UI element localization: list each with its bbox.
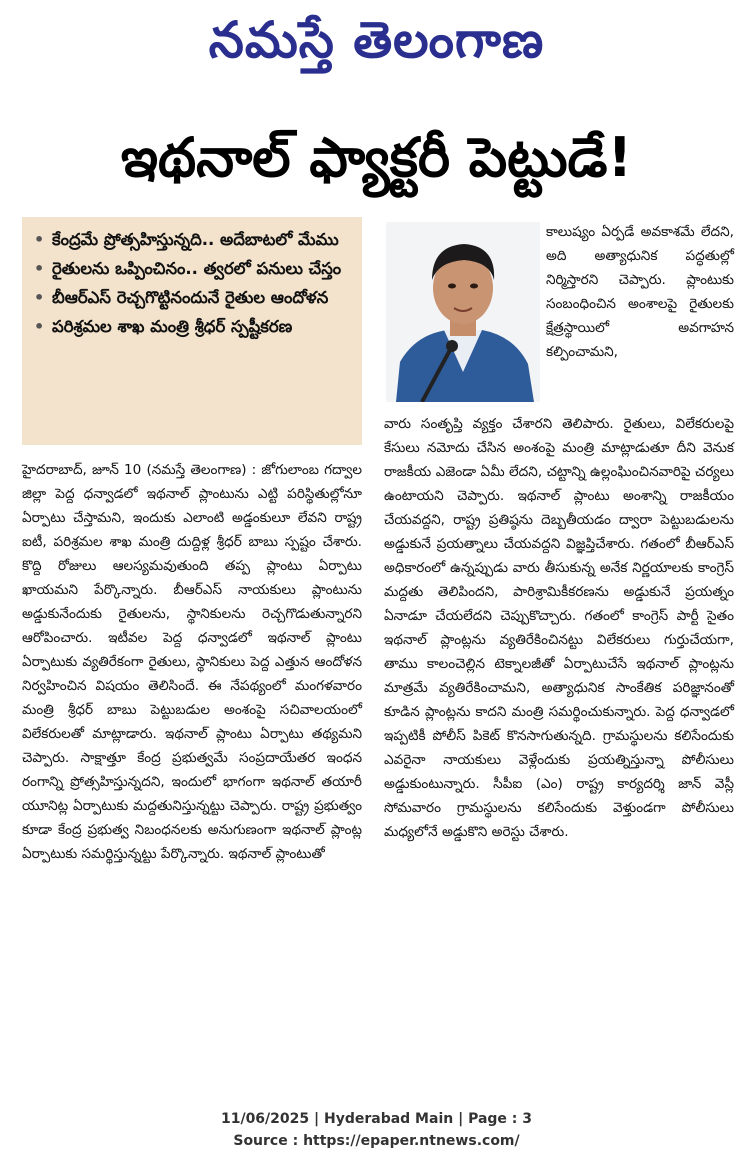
headline: ఇథనాల్ ఫ్యాక్టరీ పెట్టుడే! bbox=[120, 126, 633, 189]
footer-date-page: 11/06/2025 | Hyderabad Main | Page : 3 bbox=[220, 1111, 533, 1127]
bullet-icon: • bbox=[34, 288, 45, 307]
highlight-item bbox=[34, 256, 354, 282]
footer-source: Source : https://epaper.ntnews.com/ bbox=[233, 1133, 520, 1149]
article-left-column: హైదరాబాద్, జూన్ 10 (నమస్తే తెలంగాణ) : జోగులాంబ గద్వాల జిల్లా పెద్ద ధన్వాడలో ఇథనాల్ ప్లాంటును ఎట్టి పరిస్థితుల్లోనూ ఏర్పాటు చేస్తామని, ఇందుకు ఎలాంటి అడ్డంకులూ లేవని రాష్ట్ర ఐటీ, పరిశ్రమల శాఖ మంత్రి దుద్దిళ్ల శ్రీధర్ బాబు స్పష్టం చేశారు. కొద్ది రోజులు ఆలస్యమవుతుంది తప్ప ప్లాంటు ఏర్పాటు ఖాయమని పేర్కొన్నారు. బీఆర్ఎస్ నాయకులు ప్లాంటును అడ్డుకునేందుకు రైతులను, స్థానికులను రెచ్చగొడుతున్నారని ఆరోపించారు. ఇటీవల పెద్ద ధన్వాడలో ఇథనాల్ ప్లాంటు ఏర్పాటుకు వ్యతిరేకంగా రైతులు, స్థానికులు పెద్ద ఎత్తున ఆందోళన నిర్వహించిన విషయం తెలిసిందే. ఈ నేపథ్యంలో మంగళవారం మంత్రి శ్రీధర్ బాబు పెట్టుబడుల అంశంపై సచివాలయంలో విలేకరులతో మాట్లాడారు. ఇథనాల్ ప్లాంటు ఏర్పాటు తథ్యమని చెప్పారు. సాక్షాత్తూ కేంద్ర ప్రభుత్వమే సంప్రదాయేతర ఇంధన రంగాన్ని ప్రోత్సహిస్తున్నదని, ఇందులో భాగంగా ఇథనాల్ తయారీ యూనిట్ల ఏర్పాటుకు మద్దతునిస్తున్నట్టు చెప్పారు. రాష్ట్ర ప్రభుత్వం కూడా కేంద్ర ప్రభుత్వ నిబంధనలకు అనుగుణంగా ఇథనాల్ ప్లాంట్ల ఏర్పాటుకు సమర్థిస్తున్నట్టు పేర్కొన్నారు. ఇథనాల్ ప్లాంటుతో bbox=[22, 462, 362, 862]
highlight-text: రైతులను ఒప్పించినం.. త్వరలో పనులు చేస్తం bbox=[52, 259, 342, 278]
person-photo-icon bbox=[386, 222, 540, 402]
bullet-icon: • bbox=[34, 230, 45, 249]
highlight-item bbox=[34, 227, 354, 253]
highlight-text: పరిశ్రమల శాఖ మంత్రి శ్రీధర్ స్పష్టీకరణ bbox=[52, 317, 293, 336]
article-right-top: కాలుష్యం ఏర్పడే అవకాశమే లేదని, అది అత్యాధునిక పద్ధతుల్లో నిర్మిస్తారని చెప్పారు. ప్లాంటుకు సంబంధించిన అంశాలపై రైతులకు క్షేత్రస్థాయిలో అవగాహన కల్పించామని, bbox=[546, 224, 734, 360]
highlights-box bbox=[22, 217, 362, 445]
highlight-text: కేంద్రమే ప్రోత్సహిస్తున్నది.. అదేబాటలో మేము bbox=[52, 230, 339, 249]
footer bbox=[0, 1108, 753, 1152]
article-right-column: వారు సంతృప్తి వ్యక్తం చేశారని తెలిపారు. రైతులు, విలేకరులపై కేసులు నమోదు చేసిన అంశంపై మంత్రి మాట్లాడుతూ దీని వెనుక రాజకీయ ఎజెండా ఏమీ లేదని, చట్టాన్ని ఉల్లంఘించినవారిపై చర్యలు ఉంటాయని చెప్పారు. ఇథనాల్ ప్లాంటు అంశాన్ని రాజకీయం చేయవద్దని, రాష్ట్ర ప్రతిష్ఠను దెబ్బతీయడం ద్వారా పెట్టుబడులను అడ్డుకునే ప్రయత్నాలు చేయవద్దని విజ్ఞప్తిచేశారు. గతంలో బీఆర్ఎస్ అధికారంలో ఉన్నప్పుడు వారు తీసుకున్న అనేక నిర్ణయాలకు కాంగ్రెస్ మద్దతు తెలిపిందని, పారిశ్రామికీకరణను అడ్డుకునే ప్రయత్నం ఏనాడూ చేయలేదని చెప్పుకొచ్చారు. గతంలో కాంగ్రెస్ పార్టీ సైతం ఇథనాల్ ప్లాంట్లను వ్యతిరేకించినట్టు విలేకరులు గుర్తుచేయగా, తాము కాలంచెల్లిన టెక్నాలజీతో ఏర్పాటుచేసే ఇథనాల్ ప్లాంట్లను మాత్రమే వ్యతిరేకించామని, అత్యాధునిక సాంకేతిక పరిజ్ఞానంతో కూడిన ప్లాంట్లను కాదని మంత్రి సమర్థించుకున్నారు. పెద్ద ధన్వాడలో ఇప్పటికీ పోలీస్ పికెట్ కొనసాగుతున్నది. గ్రామస్థులను కలిసేందుకు ఎవరైనా నాయకులు వెళ్లేందుకు ప్రయత్నిస్తున్నా పోలీసులు అడ్డుకుంటున్నారు. సీపీఐ (ఎం) రాష్ట్ర కార్యదర్శి జాన్ వెస్లీ సోమవారం గ్రామస్థులను కలిసేందుకు వెళ్తుండగా పోలీసులు మధ్యలోనే అడ్డుకొని అరెస్టు చేశారు. bbox=[384, 416, 734, 840]
bullet-icon: • bbox=[34, 317, 45, 336]
highlight-item bbox=[34, 314, 354, 340]
masthead-logo: నమస్తే తెలంగాణ bbox=[208, 11, 545, 69]
bullet-icon: • bbox=[34, 259, 45, 278]
highlight-item bbox=[34, 285, 354, 311]
highlight-text: బీఆర్ఎస్ రెచ్చగొట్టినందునే రైతుల ఆందోళన bbox=[52, 288, 329, 307]
minister-photo bbox=[386, 222, 540, 402]
